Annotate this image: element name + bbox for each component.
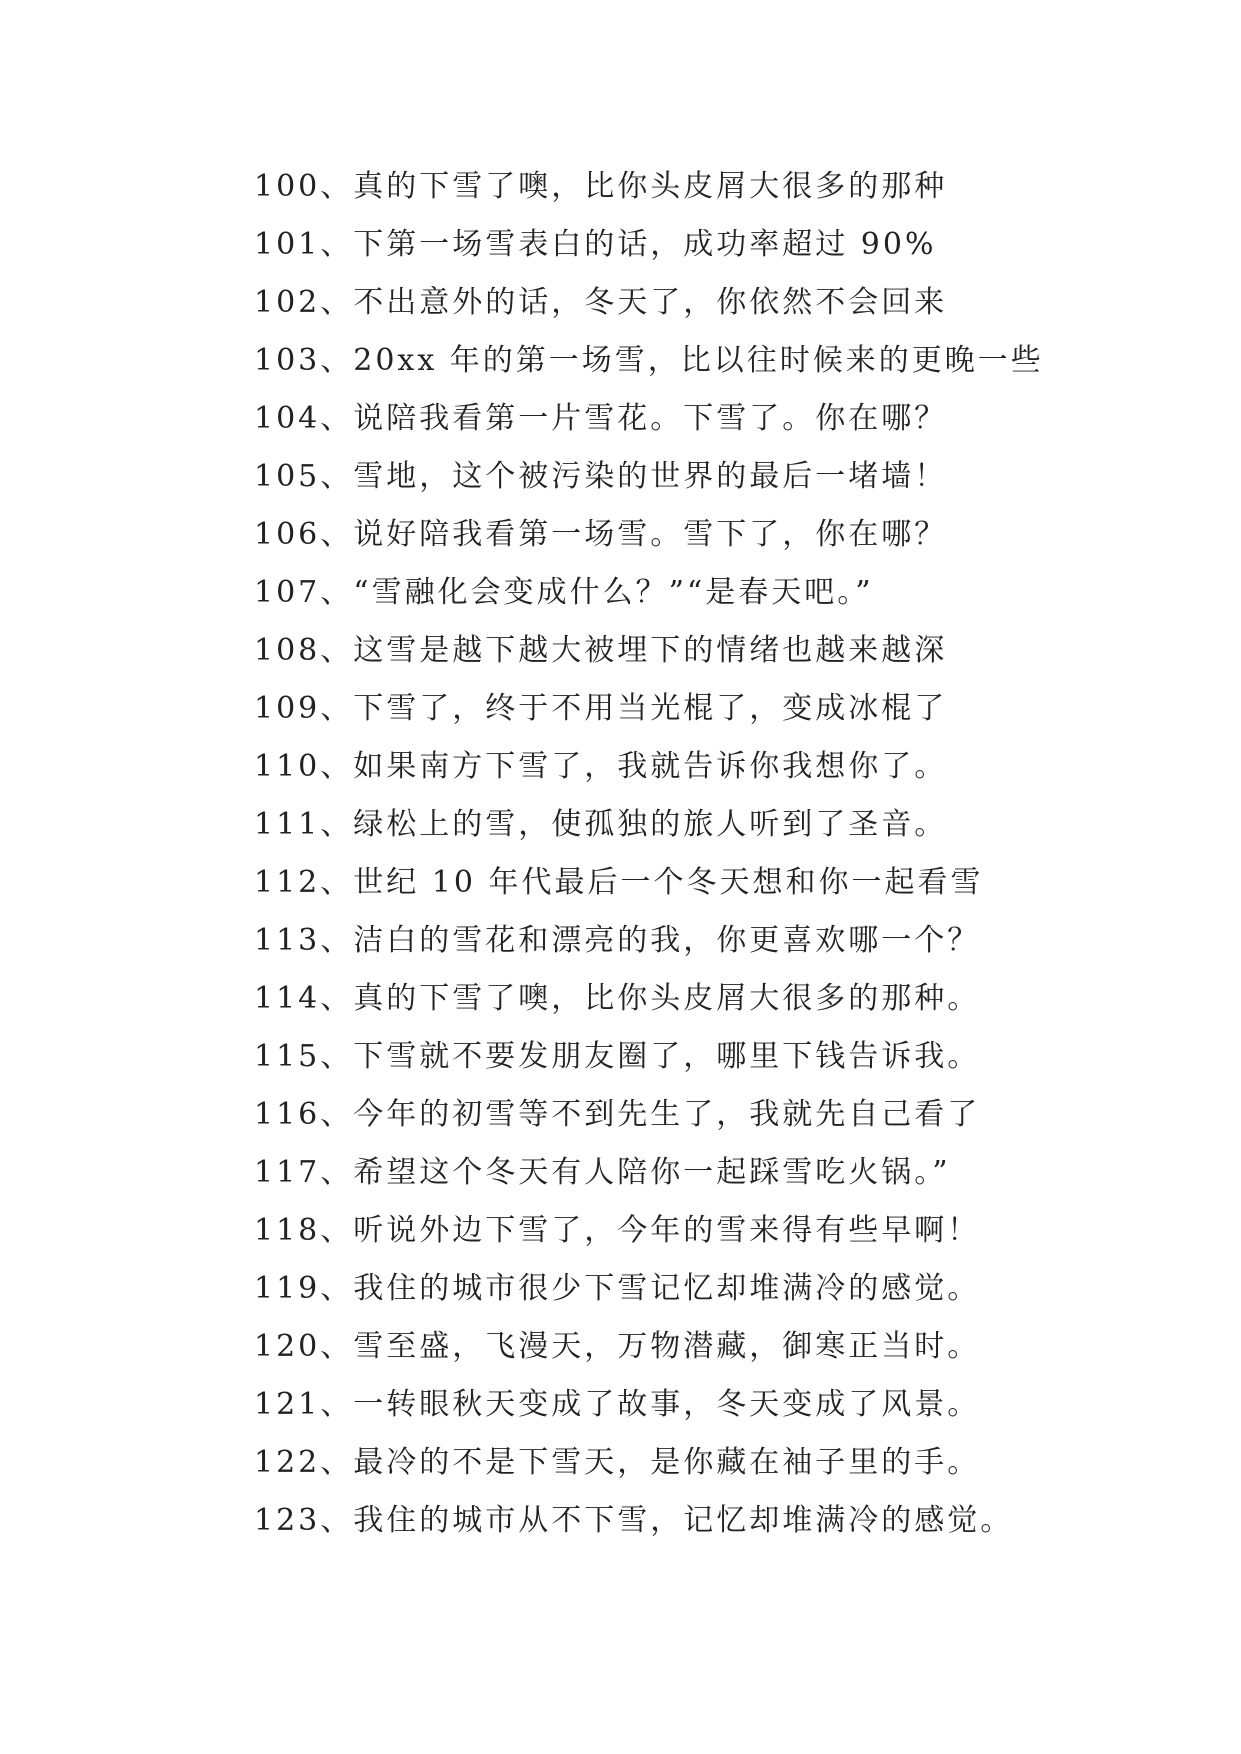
text-line: 107、“雪融化会变成什么？”“是春天吧。” — [254, 575, 874, 610]
text-line: 113、洁白的雪花和漂亮的我，你更喜欢哪一个？ — [254, 923, 981, 958]
text-line: 123、我住的城市从不下雪，记忆却堆满冷的感觉。 — [254, 1503, 1014, 1538]
text-line: 114、真的下雪了噢，比你头皮屑大很多的那种。 — [254, 981, 981, 1016]
text-line: 106、说好陪我看第一场雪。雪下了，你在哪？ — [254, 517, 948, 552]
text-line: 102、不出意外的话，冬天了，你依然不会回来 — [254, 285, 948, 320]
text-line: 105、雪地，这个被污染的世界的最后一堵墙！ — [254, 459, 948, 494]
text-line: 111、绿松上的雪，使孤独的旅人听到了圣音。 — [254, 807, 948, 842]
text-line: 104、说陪我看第一片雪花。下雪了。你在哪？ — [254, 401, 948, 436]
text-line: 100、真的下雪了噢，比你头皮屑大很多的那种 — [254, 169, 948, 204]
text-line: 122、最冷的不是下雪天，是你藏在袖子里的手。 — [254, 1445, 981, 1480]
text-line: 116、今年的初雪等不到先生了，我就先自己看了 — [254, 1097, 981, 1132]
text-line: 121、一转眼秋天变成了故事，冬天变成了风景。 — [254, 1387, 981, 1422]
text-line: 118、听说外边下雪了，今年的雪来得有些早啊！ — [254, 1213, 981, 1248]
text-line: 101、下第一场雪表白的话，成功率超过 90% — [254, 227, 937, 262]
text-line: 108、这雪是越下越大被埋下的情绪也越来越深 — [254, 633, 948, 668]
text-lines — [254, 158, 1154, 1550]
text-line: 119、我住的城市很少下雪记忆却堆满冷的感觉。 — [254, 1271, 981, 1306]
text-line: 120、雪至盛，飞漫天，万物潜藏，御寒正当时。 — [254, 1329, 981, 1364]
text-line: 103、20xx 年的第一场雪，比以往时候来的更晚一些 — [254, 343, 1044, 378]
text-line: 112、世纪 10 年代最后一个冬天想和你一起看雪 — [254, 865, 984, 900]
text-line: 110、如果南方下雪了，我就告诉你我想你了。 — [254, 749, 948, 784]
text-line: 117、希望这个冬天有人陪你一起踩雪吃火锅。” — [254, 1155, 951, 1190]
text-line: 115、下雪就不要发朋友圈了，哪里下钱告诉我。 — [254, 1039, 981, 1074]
text-line: 109、下雪了，终于不用当光棍了，变成冰棍了 — [254, 691, 948, 726]
